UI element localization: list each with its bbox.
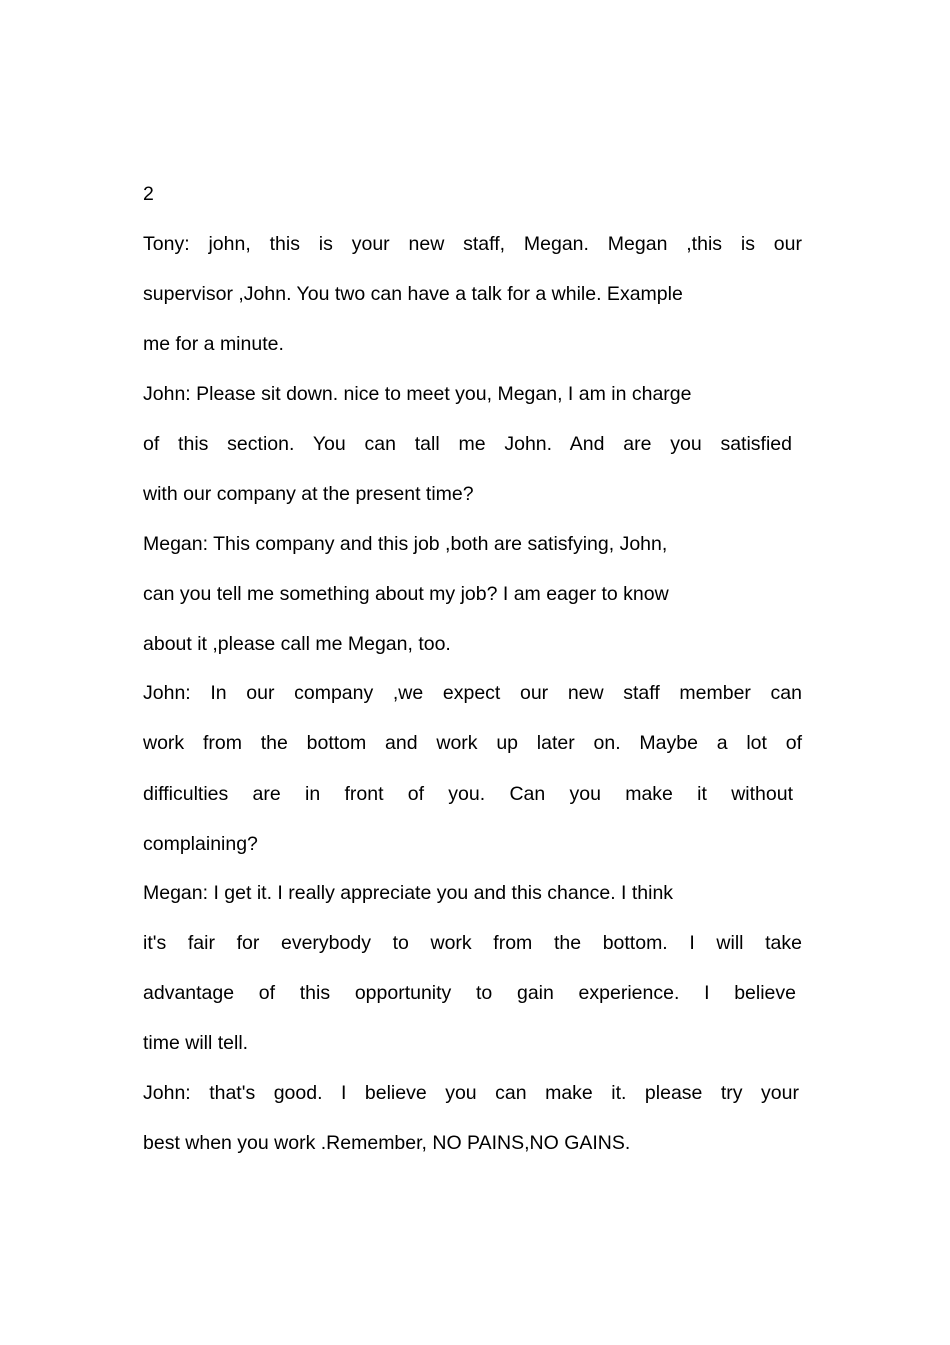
text-line: it's fair for everybody to work from the bottom. I will take: [143, 932, 802, 954]
text-line: complaining?: [143, 833, 258, 855]
text-line: John: Please sit down. nice to meet you, Megan, I am in charge: [143, 383, 692, 405]
text-line: Megan: This company and this job ,both are satisfying, John,: [143, 533, 668, 555]
text-line: me for a minute.: [143, 333, 284, 355]
text-line: best when you work .Remember, NO PAINS,NO GAINS.: [143, 1132, 631, 1154]
text-line: work from the bottom and work up later on. Maybe a lot of: [143, 732, 802, 754]
text-line: time will tell.: [143, 1032, 249, 1054]
text-line: Megan: I get it. I really appreciate you and this chance. I think: [143, 882, 674, 904]
page-number: 2: [143, 183, 154, 205]
text-line: difficulties are in front of you. Can you make it without: [143, 783, 793, 805]
text-line: of this section. You can tall me John. And are you satisfied: [143, 433, 792, 455]
text-line: about it ,please call me Megan, too.: [143, 633, 451, 655]
text-line: John: In our company ,we expect our new staff member can: [143, 682, 802, 704]
text-line: with our company at the present time?: [143, 483, 474, 505]
text-line: supervisor ,John. You two can have a talk for a while. Example: [143, 283, 683, 305]
text-line: advantage of this opportunity to gain experience. I believe: [143, 982, 796, 1004]
text-line: John: that's good. I believe you can make it. please try your: [143, 1082, 799, 1104]
text-line: can you tell me something about my job? I am eager to know: [143, 583, 669, 605]
text-line: Tony: john, this is your new staff, Megan. Megan ,this is our: [143, 233, 802, 255]
